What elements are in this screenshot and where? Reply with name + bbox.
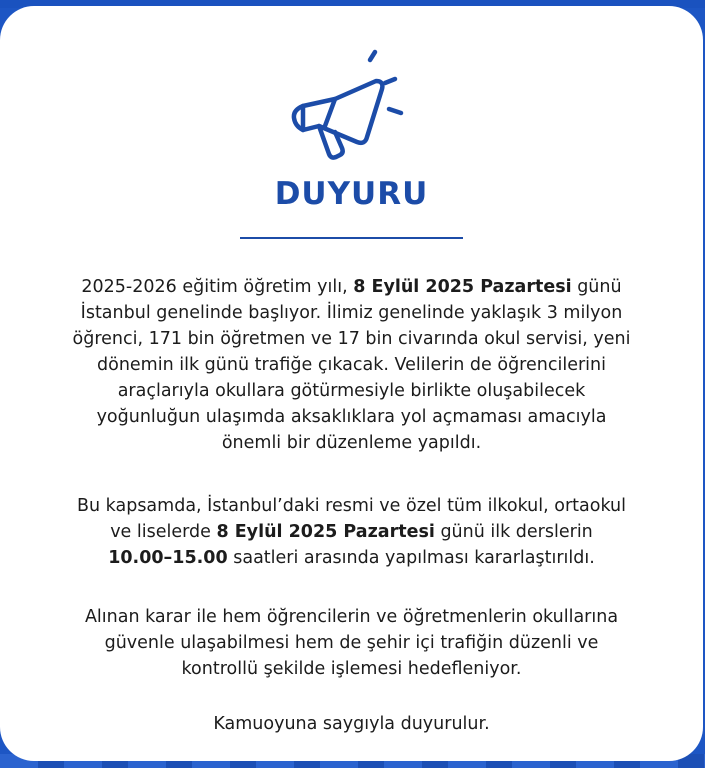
text-line: araçlarıyla okullara götürmesiyle birlikte oluşabilecek [117,381,586,401]
text-line: güvenle ulaşabilmesi hem de şehir içi trafiğin düzenli ve [104,633,599,653]
megaphone-icon [285,44,415,169]
paragraph-goal [20,604,683,682]
text-line: ve liselerde 8 Eylül 2025 Pazartesi günü ilk derslerin [110,522,593,542]
date-highlight: 8 Eylül 2025 Pazartesi [353,277,572,297]
text-line: İstanbul genelinde başlıyor. İlimiz genelinde yaklaşık 3 milyon [80,303,623,323]
hours-highlight: 10.00–15.00 [108,548,228,568]
text-line: dönemin ilk günü trafiğe çıkacak. Velilerin de öğrencilerini [97,355,606,375]
text-line: önemli bir düzenleme yapıldı. [221,433,482,453]
date-highlight: 8 Eylül 2025 Pazartesi [216,522,435,542]
text-line: 10.00–15.00 saatleri arasında yapılması kararlaştırıldı. [108,548,595,568]
text-line: kontrollü şekilde işlemesi hedefleniyor. [181,659,522,679]
closing-line: Kamuoyuna saygıyla duyurulur. [213,714,490,734]
text-line: Bu kapsamda, İstanbul’daki resmi ve özel tüm ilkokul, ortaokul [77,496,626,516]
text-line: yoğunluğun ulaşımda aksaklıklara yol açmaması amacıyla [96,407,607,427]
title-divider [240,237,463,239]
text-line: 2025-2026 eğitim öğretim yılı, 8 Eylül 2025 Pazartesi günü [81,277,622,297]
text-line: Alınan karar ile hem öğrencilerin ve öğretmenlerin okullarına [84,607,619,627]
text-line: öğrenci, 171 bin öğretmen ve 17 bin civarında okul servisi, yeni [72,329,631,349]
page-title: DUYURU [274,176,429,212]
announcement-card [0,6,703,761]
paragraph-schedule [20,493,683,571]
paragraph-intro [20,274,683,456]
